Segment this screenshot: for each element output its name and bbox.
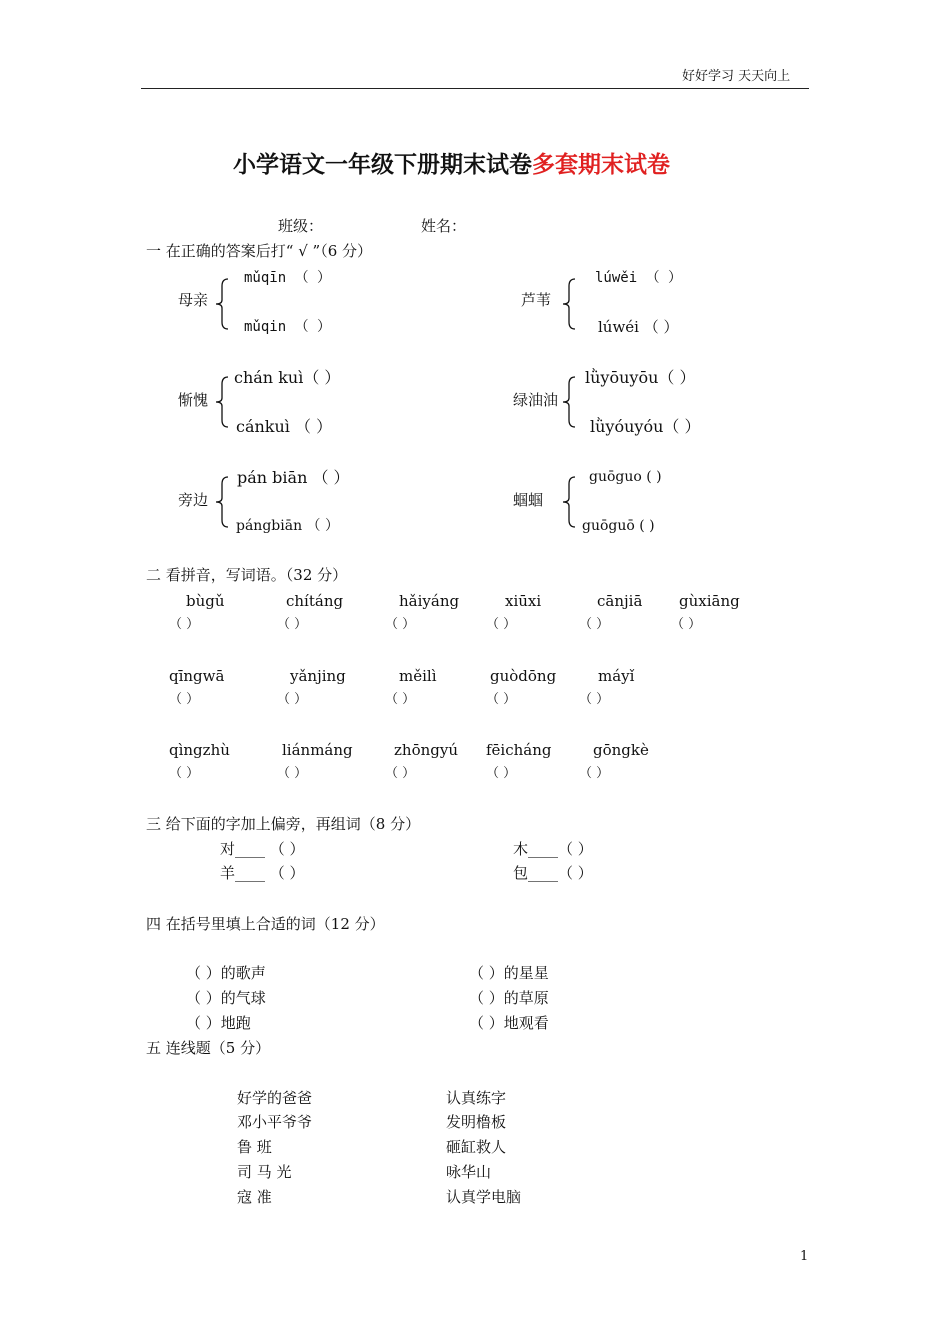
section4-heading: 四 在括号里填上合适的词（12 分） [146,915,385,933]
s2-pinyin: zhōngyú [394,741,458,759]
s2-pinyin: měilì [399,667,437,685]
s4-item[interactable]: （ ）地跑 [186,1014,251,1032]
s5-left-item[interactable]: 司 马 光 [237,1163,292,1181]
name-label: 姓名： [421,217,467,235]
brace-icon [214,476,230,528]
s3-item[interactable]: 羊____ （ ） [220,864,305,882]
s2-blank[interactable]: （ ） [385,692,416,707]
s2-pinyin: bùgǔ [186,592,225,610]
s2-blank[interactable]: （ ） [277,766,308,781]
s2-pinyin: gùxiāng [679,592,740,610]
header-rule [141,88,809,89]
s1-option: guōguo ( ) [589,469,662,485]
s1-word-green: 绿油油 [513,391,559,409]
s1-option: lúwěi （ ） [595,270,683,286]
s1-option: chán kuì（ ） [234,368,341,387]
s2-blank[interactable]: （ ） [277,617,308,632]
brace-icon [561,278,577,330]
s1-word-katydid: 蝈蝈 [513,491,544,509]
section2-heading: 二 看拼音，写词语。（32 分） [146,566,348,584]
class-label: 班级： [278,217,324,235]
s1-option: guōguō ( ) [582,518,655,534]
s2-blank[interactable]: （ ） [671,617,702,632]
s1-option: pán biān （ ） [237,468,350,487]
s5-right-item[interactable]: 认真练字 [446,1089,507,1107]
s4-item[interactable]: （ ）地观看 [469,1014,549,1032]
brace-icon [214,376,230,428]
s3-item[interactable]: 包____（ ） [513,864,593,882]
s2-pinyin: qīngwā [169,667,225,685]
s5-right-item[interactable]: 砸缸救人 [446,1138,507,1156]
s1-option: lǜyóuyóu（ ） [590,417,701,436]
brace-icon [561,376,577,428]
s2-blank[interactable]: （ ） [486,617,517,632]
s5-left-item[interactable]: 邓小平爷爷 [237,1113,313,1131]
s4-item[interactable]: （ ）的歌声 [186,964,266,982]
s1-option: pángbiān （ ） [236,518,339,534]
s2-blank[interactable]: （ ） [385,617,416,632]
s2-pinyin: yǎnjing [290,667,346,685]
brace-icon [214,278,230,330]
s2-blank[interactable]: （ ） [579,617,610,632]
s5-left-item[interactable]: 好学的爸爸 [237,1089,313,1107]
s1-word-reed: 芦苇 [521,291,552,309]
s5-right-item[interactable]: 发明橹板 [446,1113,507,1131]
s1-word-ashamed: 惭愧 [178,391,209,409]
brace-icon [561,476,577,528]
s2-blank[interactable]: （ ） [486,766,517,781]
s4-item[interactable]: （ ）的草原 [469,989,549,1007]
s2-pinyin: fēicháng [486,741,552,759]
section1-heading: 一 在正确的答案后打“ √ ”（6 分） [146,242,373,260]
s2-blank[interactable]: （ ） [169,692,200,707]
s5-left-item[interactable]: 鲁 班 [237,1138,272,1156]
s1-option: lúwéi （ ） [598,318,679,336]
page-title [233,153,670,176]
page-number: 1 [800,1249,809,1264]
s1-word-beside: 旁边 [178,491,209,509]
s1-word-mother: 母亲 [178,291,209,309]
s3-item[interactable]: 对____ （ ） [220,840,305,858]
s2-pinyin: liánmáng [282,741,353,759]
s2-blank[interactable]: （ ） [277,692,308,707]
s2-pinyin: xiūxi [505,592,542,610]
s5-left-item[interactable]: 寇 准 [237,1188,272,1206]
s2-blank[interactable]: （ ） [169,766,200,781]
title-highlight: 多套期末试卷 [532,151,670,178]
s5-right-item[interactable]: 认真学电脑 [446,1188,522,1206]
s2-blank[interactable]: （ ） [486,692,517,707]
s3-item[interactable]: 木____（ ） [513,840,593,858]
s2-pinyin: gōngkè [593,741,649,759]
s1-option: cánkuì （ ） [236,417,333,436]
s2-pinyin: guòdōng [490,667,557,685]
header-motto: 好好学习 天天向上 [682,69,791,84]
s2-pinyin: qìngzhù [169,741,230,759]
s1-option: mǔqīn （ ） [244,270,332,286]
s5-right-item[interactable]: 咏华山 [446,1163,492,1181]
section5-heading: 五 连线题（5 分） [146,1039,271,1057]
title-main: 小学语文一年级下册期末试卷 [233,151,532,178]
s1-option: lǜyōuyōu（ ） [585,368,696,387]
s2-blank[interactable]: （ ） [579,692,610,707]
s4-item[interactable]: （ ）的气球 [186,989,266,1007]
s4-item[interactable]: （ ）的星星 [469,964,549,982]
s1-option: mǔqin （ ） [244,319,332,335]
s2-pinyin: cānjiā [597,592,643,610]
s2-pinyin: chítáng [286,592,344,610]
s2-pinyin: máyǐ [598,667,635,685]
s2-blank[interactable]: （ ） [169,617,200,632]
s2-blank[interactable]: （ ） [385,766,416,781]
s2-pinyin: hǎiyáng [399,592,460,610]
section3-heading: 三 给下面的字加上偏旁，再组词（8 分） [146,815,421,833]
s2-blank[interactable]: （ ） [579,766,610,781]
